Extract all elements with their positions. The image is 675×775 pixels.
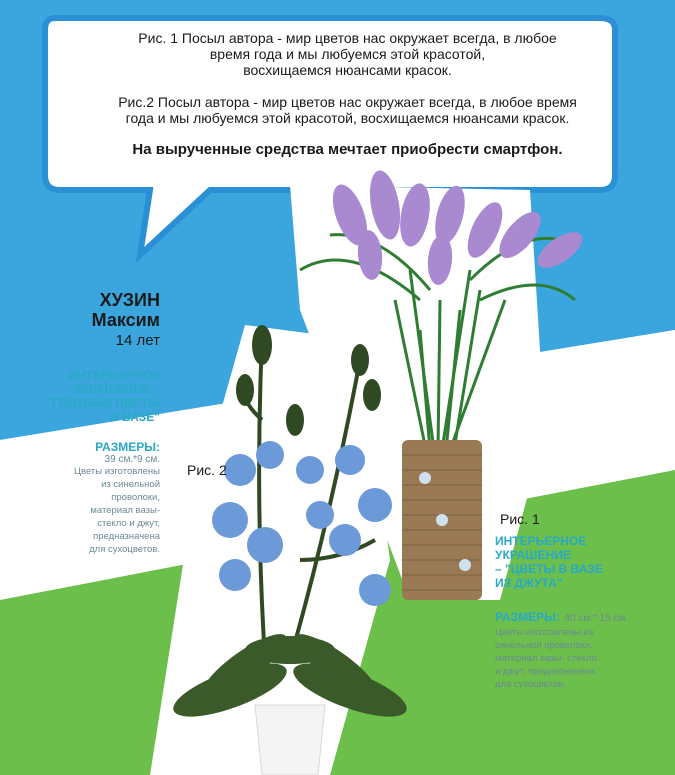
item2-desc-line-1: Цветы изготовлены: [73, 466, 160, 477]
item2-desc-line-3: проволоки,: [111, 492, 160, 503]
item2-title-line-4: В ВАЗЕ": [110, 410, 160, 424]
item1-desc-line-1: Цветы изготовлены из: [495, 627, 594, 638]
item2-desc-line-2: из синельной: [101, 479, 160, 490]
ris2-line-2: года и мы любуемся этой красотой, восхищаемся нюансами красок.: [125, 110, 570, 126]
author-firstname: Максим: [91, 310, 160, 330]
item2-size-label: РАЗМЕРЫ:: [95, 440, 160, 454]
item2-size-value: 39 см.*9 см.: [104, 454, 160, 465]
item1-desc-line-2: синельной проволоки,: [495, 640, 594, 651]
item1-size-label: РАЗМЕРЫ:: [495, 610, 560, 624]
ris1-description: [70, 30, 625, 78]
item1-desc-line-5: для сухоцветов.: [495, 679, 566, 690]
item1-title-line-3: – "ЦВЕТЫ В ВАЗЕ: [495, 562, 603, 576]
item1-title: [495, 534, 655, 590]
ris2-description: [70, 94, 625, 126]
item2-title: [40, 368, 160, 424]
item2-desc-line-4: материал вазы-: [90, 505, 160, 516]
ris2-line-1: Рис.2 Посыл автора - мир цветов нас окружает всегда, в любое время: [118, 94, 577, 110]
item2-title-line-2: УКРАШЕНИЕ –: [74, 382, 160, 396]
author-name: [92, 290, 160, 330]
item1-title-line-1: ИНТЕРЬЕРНОЕ: [495, 534, 587, 548]
item2-desc-line-6: предназначена: [93, 531, 160, 542]
item2-desc-line-7: для сухоцветов.: [89, 544, 160, 555]
author-surname: ХУЗИН: [99, 290, 160, 310]
white-pot: [255, 705, 325, 775]
item1-desc-line-4: и джут, предназначена: [495, 666, 596, 677]
item1-desc-line-3: материал вазы- стекло: [495, 653, 597, 664]
smartphone-dream: На вырученные средства мечтает приобрести смартфон.: [132, 141, 563, 158]
ris1-line-3: восхищаемся нюансами красок.: [243, 62, 452, 78]
ris1-line-2: время года и мы любуемся этой красотой,: [209, 46, 486, 62]
item2-desc-line-5: стекло и джут,: [97, 518, 160, 529]
item2-title-line-1: ИНТЕРЬЕРНОЕ: [68, 368, 160, 382]
item2-title-line-3: "ГОЛУБЫЕ ЦВЕТЫ: [46, 396, 160, 410]
item2-sizes: [40, 440, 160, 556]
ris1-line-1: Рис. 1 Посыл автора - мир цветов нас окружает всегда, в любое: [138, 30, 557, 46]
bubble-text: [70, 30, 625, 158]
ris2-label: Рис. 2: [187, 462, 227, 478]
item1-size-value: 40 см.* 15 см.: [564, 613, 629, 624]
author-age: 14 лет: [115, 332, 160, 349]
item1-sizes: [495, 608, 655, 691]
item1-title-line-4: ИЗ ДЖУТА": [495, 576, 563, 590]
item1-title-line-2: УКРАШЕНИЕ: [495, 548, 571, 562]
ris1-label: Рис. 1: [500, 511, 540, 527]
